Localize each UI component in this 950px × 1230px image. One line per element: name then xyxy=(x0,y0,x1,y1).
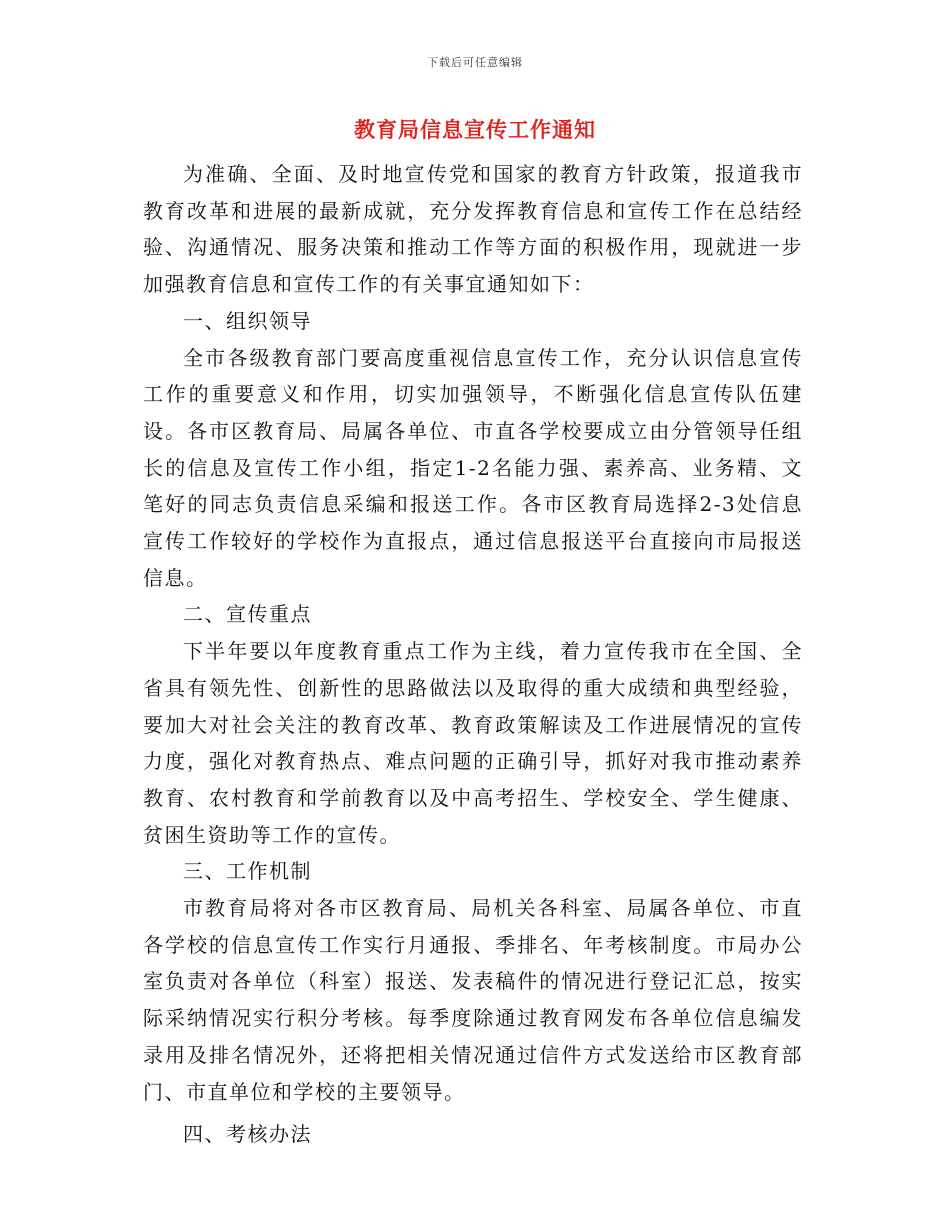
section-heading-assessment: 四、考核办法 xyxy=(183,1122,312,1147)
section-heading-mechanism: 三、工作机制 xyxy=(183,859,312,884)
section-text-organization: 全市各级教育部门要高度重视信息宣传工作，充分认识信息宣传工作的重要意义和作用，切实加强领导，不断强化信息宣传队伍建设。各市区教育局、局属各单位、市直各学校要成立由分管领导任组长的信息及宣传工作小组，指定1-2名能力强、素养高、业务精、文笔好的同志负责信息采编和报送工作。各市区教育局选择2-3处信息宣传工作较好的学校作为直报点，通过信息报送平台直接向市局报送信息。 xyxy=(143,345,803,590)
intro-paragraph: 为准确、全面、及时地宣传党和国家的教育方针政策，报道我市教育改革和进展的最新成就，充分发挥教育信息和宣传工作在总结经验、沟通情况、服务决策和推动工作等方面的积极作用，现就进一步加强教育信息和宣传工作的有关事宜通知如下： xyxy=(143,162,803,297)
section-heading-focus: 二、宣传重点 xyxy=(183,602,312,627)
document-body xyxy=(143,156,803,1153)
section-text-mechanism: 市教育局将对各市区教育局、局机关各科室、局属各单位、市直各学校的信息宣传工作实行月通报、季排名、年考核制度。市局办公室负责对各单位（科室）报送、发表稿件的情况进行登记汇总，按实际采纳情况实行积分考核。每季度除通过教育网发布各单位信息编发录用及排名情况外，还将把相关情况通过信件方式发送给市区教育部门、市直单位和学校的主要领导。 xyxy=(143,896,803,1104)
document-title: 教育局信息宣传工作通知 xyxy=(354,117,596,142)
section-text-focus: 下半年要以年度教育重点工作为主线，着力宣传我市在全国、全省具有领先性、创新性的思路做法以及取得的重大成绩和典型经验，要加大对社会关注的教育改革、教育政策解读及工作进展情况的宣传力度，强化对教育热点、难点问题的正确引导，抓好对我市推动素养教育、农村教育和学前教育以及中高考招生、学校安全、学生健康、贫困生资助等工作的宣传。 xyxy=(143,639,803,847)
section-heading-organization: 一、组织领导 xyxy=(183,308,312,333)
header-note: 下载后可任意编辑 xyxy=(427,56,523,69)
